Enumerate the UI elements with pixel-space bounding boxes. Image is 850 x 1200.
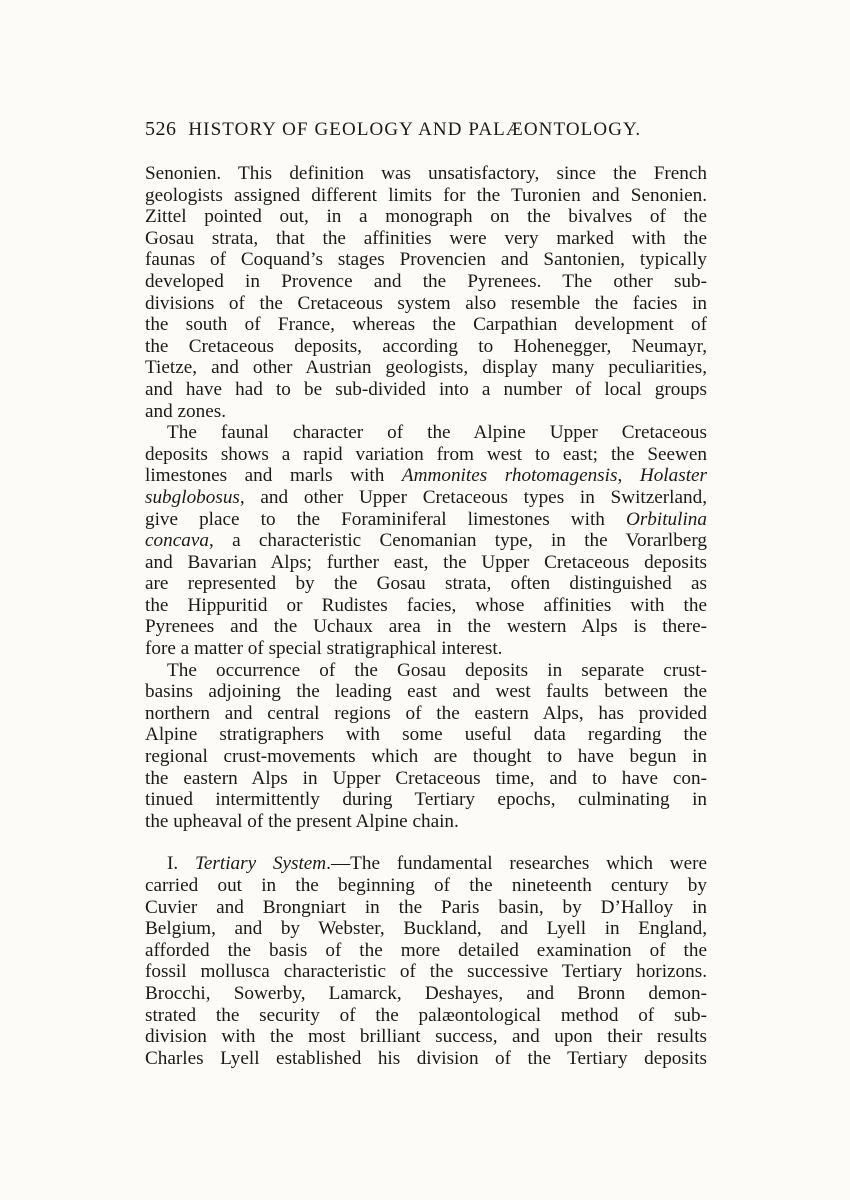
text-run: I. bbox=[167, 853, 195, 875]
page-number: 526 bbox=[145, 118, 177, 140]
italic-term: concava bbox=[145, 530, 209, 552]
text-run: and Bavarian Alps; further east, the Upper Cretaceous deposits bbox=[145, 551, 707, 573]
text-run: are represented by the Gosau strata, often distinguished as bbox=[145, 573, 707, 595]
text-line bbox=[145, 853, 707, 875]
text-run: the upheaval of the present Alpine chain. bbox=[145, 810, 459, 832]
italic-term: Orbitulina bbox=[625, 508, 707, 530]
text-line bbox=[145, 1005, 707, 1027]
text-run: The occurrence of the Gosau deposits in separate crust- bbox=[167, 659, 707, 681]
running-head bbox=[145, 118, 710, 141]
text-run: .—The fundamental researches which were bbox=[326, 853, 708, 875]
text-line bbox=[145, 897, 707, 919]
text-line bbox=[145, 163, 707, 185]
text-line bbox=[145, 206, 707, 228]
text-line bbox=[145, 530, 707, 552]
text-line bbox=[145, 724, 707, 746]
text-line bbox=[145, 1026, 707, 1048]
text-run: , a characteristic Cenomanian type, in the Vorarlberg bbox=[208, 530, 707, 552]
text-line bbox=[145, 444, 707, 466]
text-run: limestones and marls with bbox=[145, 465, 402, 487]
italic-term: Holaster bbox=[639, 465, 708, 487]
text-run: Gosau strata, that the affinities were very marked with the bbox=[145, 227, 707, 249]
text-line bbox=[145, 638, 707, 660]
text-line bbox=[145, 746, 707, 768]
text-run: and zones. bbox=[145, 400, 226, 422]
text-line bbox=[145, 681, 707, 703]
text-run: the south of France, whereas the Carpathian development of bbox=[145, 314, 707, 336]
text-line bbox=[145, 487, 707, 509]
text-line bbox=[145, 465, 707, 487]
text-run: division with the most brilliant success, and upon their results bbox=[145, 1026, 707, 1048]
text-run: fore a matter of special stratigraphical interest. bbox=[145, 638, 503, 660]
text-line bbox=[145, 357, 707, 379]
running-title: HISTORY OF GEOLOGY AND PALÆONTOLOGY. bbox=[188, 119, 642, 140]
text-line bbox=[145, 293, 707, 315]
text-run: faunas of Coquand’s stages Provencien and Santonien, typically bbox=[145, 249, 707, 271]
text-line bbox=[145, 660, 707, 682]
text-line bbox=[145, 573, 707, 595]
text-run: carried out in the beginning of the nineteenth century by bbox=[145, 875, 707, 896]
text-run: , and other Upper Cretaceous types in Switzerland, bbox=[239, 486, 707, 508]
text-line bbox=[145, 961, 707, 983]
text-line bbox=[145, 401, 707, 423]
text-line bbox=[145, 983, 707, 1005]
text-run: deposits shows a rapid variation from west to east; the Seewen bbox=[145, 443, 707, 465]
text-run: fossil mollusca characteristic of the successive Tertiary horizons. bbox=[145, 961, 707, 983]
text-line bbox=[145, 379, 707, 401]
text-run: the Hippuritid or Rudistes facies, whose affinities with the bbox=[145, 594, 707, 616]
text-line bbox=[145, 185, 707, 207]
text-run: Pyrenees and the Uchaux area in the western Alps is there- bbox=[145, 616, 707, 638]
text-run: the Cretaceous deposits, according to Hohenegger, Neumayr, bbox=[145, 335, 707, 357]
text-run: give place to the Foraminiferal limestones with bbox=[145, 508, 626, 530]
text-run: Senonien. This definition was unsatisfactory, since the French bbox=[145, 163, 707, 184]
text-run: northern and central regions of the eastern Alps, has provided bbox=[145, 702, 707, 724]
text-run: Zittel pointed out, in a monograph on the bivalves of the bbox=[145, 206, 707, 228]
text-run: Brocchi, Sowerby, Lamarck, Deshayes, and Bronn demon- bbox=[145, 982, 707, 1004]
italic-term: Tertiary System bbox=[194, 853, 327, 875]
text-line bbox=[145, 509, 707, 531]
text-line bbox=[145, 249, 707, 271]
text-line bbox=[145, 940, 707, 962]
body-text bbox=[145, 163, 707, 1069]
text-line bbox=[145, 768, 707, 790]
text-run: Charles Lyell established his division of the Tertiary deposits bbox=[145, 1047, 707, 1069]
text-run: regional crust-movements which are thought to have begun in bbox=[145, 746, 707, 768]
text-line bbox=[145, 616, 707, 638]
text-line bbox=[145, 703, 707, 725]
text-run: tinued intermittently during Tertiary epochs, culminating in bbox=[145, 789, 707, 811]
text-run: afforded the basis of the more detailed examination of the bbox=[145, 939, 707, 961]
text-run: divisions of the Cretaceous system also resemble the facies in bbox=[145, 292, 707, 314]
section-gap bbox=[145, 832, 707, 853]
text-line bbox=[145, 228, 707, 250]
text-run: Cuvier and Brongniart in the Paris basin, by D’Halloy in bbox=[145, 896, 707, 918]
text-line bbox=[145, 789, 707, 811]
text-line bbox=[145, 1048, 707, 1070]
text-run: geologists assigned different limits for the Turonien and Senonien. bbox=[145, 184, 707, 206]
italic-term: Ammonites rhotomagensis bbox=[401, 465, 618, 487]
text-run: and have had to be sub-divided into a number of local groups bbox=[145, 378, 707, 400]
text-line bbox=[145, 336, 707, 358]
text-run: basins adjoining the leading east and west faults between the bbox=[145, 681, 707, 703]
text-line bbox=[145, 314, 707, 336]
text-line bbox=[145, 918, 707, 940]
text-run: Alpine stratigraphers with some useful data regarding the bbox=[145, 724, 707, 746]
text-line bbox=[145, 875, 707, 897]
text-run: Tietze, and other Austrian geologists, display many peculiarities, bbox=[145, 357, 707, 379]
italic-term: subglobosus bbox=[145, 486, 240, 508]
text-line bbox=[145, 271, 707, 293]
text-run: The faunal character of the Alpine Upper Cretaceous bbox=[167, 422, 707, 444]
text-run: Belgium, and by Webster, Buckland, and Lyell in England, bbox=[145, 918, 707, 940]
text-line bbox=[145, 422, 707, 444]
text-run: the eastern Alps in Upper Cretaceous time, and to have con- bbox=[145, 767, 707, 789]
text-run: strated the security of the palæontological method of sub- bbox=[145, 1004, 707, 1026]
text-run: , bbox=[617, 465, 640, 487]
text-line bbox=[145, 595, 707, 617]
text-line bbox=[145, 552, 707, 574]
text-line bbox=[145, 811, 707, 833]
text-run: developed in Provence and the Pyrenees. The other sub- bbox=[145, 270, 707, 292]
